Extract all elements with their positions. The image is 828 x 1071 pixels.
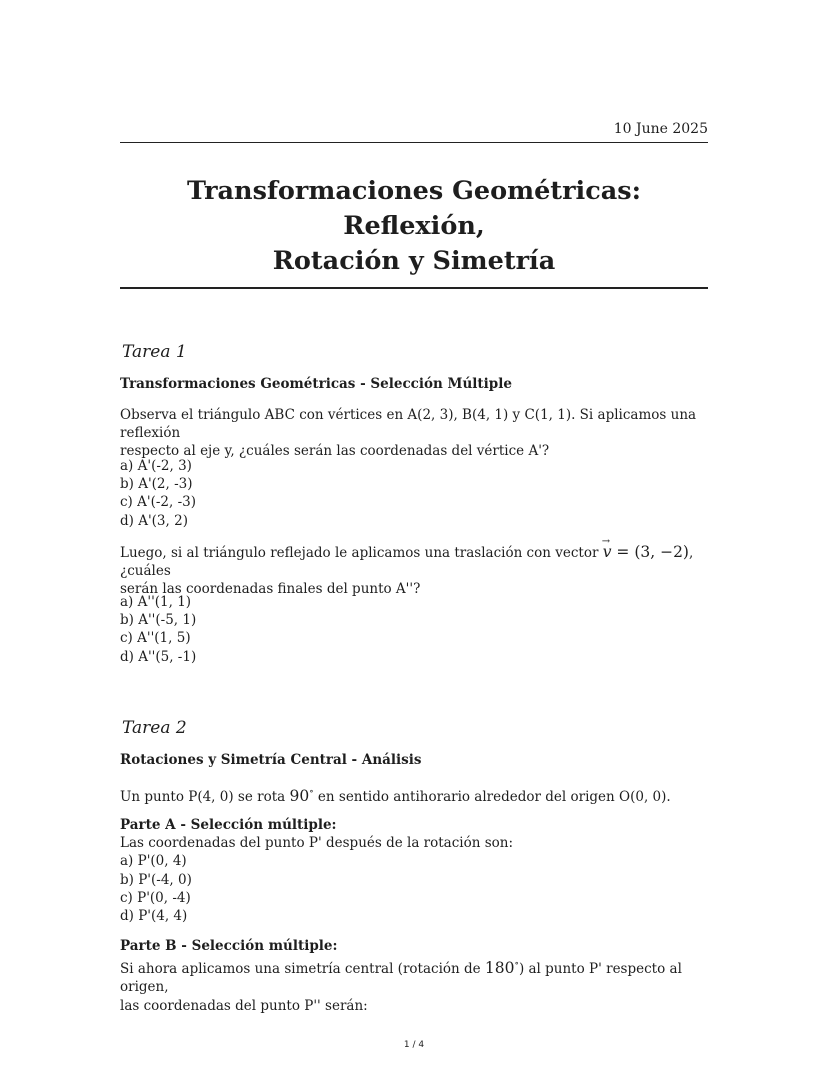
option-item: b) P'(-4, 0) <box>120 871 192 888</box>
angle-value: 90 <box>289 787 310 805</box>
part-b <box>120 937 720 1015</box>
vector-expression <box>603 543 689 561</box>
option-item: a) P'(0, 4) <box>120 853 187 870</box>
option-item: c) A'(-2, -3) <box>120 494 196 511</box>
option-item: b) A''(-5, 1) <box>120 612 197 629</box>
part-b-text: Si ahora aplicamos una simetría central (rotación de <box>120 961 485 978</box>
option-item: d) A'(3, 2) <box>120 512 188 529</box>
vector-value: = (3, −2) <box>611 543 689 561</box>
tarea-2-subheading: Rotaciones y Simetría Central - Análisis <box>120 752 422 768</box>
option-item: c) P'(0, -4) <box>120 889 191 906</box>
question-1-line-2: respecto al eje y, ¿cuáles serán las coordenadas del vértice A'? <box>120 443 550 460</box>
vector-v: → v <box>603 543 612 561</box>
degree-symbol: ∘ <box>514 959 519 970</box>
question-1-line-1: Observa el triángulo ABC con vértices en A(2, 3), B(4, 1) y C(1, 1). Si aplicamos una reflexión <box>120 407 697 442</box>
question-2-line-1 <box>120 543 720 580</box>
question-1-options <box>120 457 720 530</box>
question-2-text-end: , ¿cuáles <box>120 545 694 580</box>
question-2-options <box>120 593 720 666</box>
question-2-text: Luego, si al triángulo reflejado le aplicamos una traslación con vector <box>120 545 603 561</box>
option-item: a) A'(-2, 3) <box>120 458 192 474</box>
part-b-text-end: ) al punto P' respecto al origen, <box>120 961 682 996</box>
intro-text-end: en sentido antihorario alrededor del origen O(0, 0). <box>313 789 671 805</box>
intro-line <box>120 783 720 806</box>
part-a-question: Las coordenadas del punto P' después de la rotación son: <box>120 835 514 852</box>
part-a-heading: Parte A - Selección múltiple: <box>120 817 337 833</box>
part-b-line-2: las coordenadas del punto P'' serán: <box>120 997 368 1014</box>
part-a <box>120 816 720 925</box>
part-b-heading: Parte B - Selección múltiple: <box>120 938 338 954</box>
angle-180 <box>485 959 519 977</box>
title-line-2: Rotación y Simetría <box>272 246 556 276</box>
option-item: c) A''(1, 5) <box>120 630 191 647</box>
tarea-1-question-1 <box>120 406 720 461</box>
angle-90 <box>289 787 313 805</box>
question-2-line-2: serán las coordenadas finales del punto A''? <box>120 581 421 598</box>
tarea-2-intro <box>120 783 720 806</box>
title-line-1: Transformaciones Geométricas: Reflexión, <box>186 176 642 241</box>
tarea-2-heading: Tarea 2 <box>122 718 187 738</box>
option-item: d) P'(4, 4) <box>120 908 188 925</box>
intro-text: Un punto P(4, 0) se rota <box>120 789 290 805</box>
part-b-line-1 <box>120 955 720 996</box>
option-item: d) A''(5, -1) <box>120 648 197 665</box>
title-rule <box>120 287 708 289</box>
tarea-1-question-2 <box>120 543 720 599</box>
option-item: a) A''(1, 1) <box>120 594 192 610</box>
degree-symbol: ∘ <box>309 787 314 797</box>
page-number: 1 / 4 <box>403 1040 425 1050</box>
tarea-1-subheading: Transformaciones Geométricas - Selección Múltiple <box>120 376 512 392</box>
tarea-1-heading: Tarea 1 <box>122 342 187 362</box>
header-rule <box>120 142 708 143</box>
option-item: b) A'(2, -3) <box>120 476 193 493</box>
document-date: 10 June 2025 <box>613 121 708 137</box>
document-title <box>120 174 708 279</box>
angle-value: 180 <box>484 959 515 978</box>
